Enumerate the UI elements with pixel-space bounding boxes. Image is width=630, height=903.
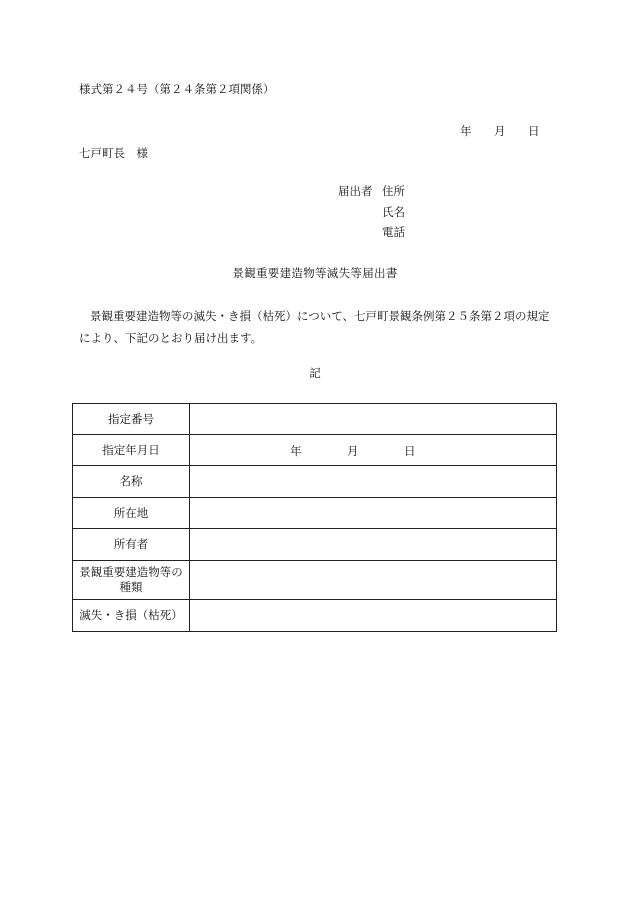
table-row bbox=[73, 561, 557, 600]
applicant-phone-label: 電話 bbox=[382, 225, 405, 239]
row-label-type bbox=[73, 561, 190, 600]
location-field[interactable] bbox=[190, 498, 557, 529]
table-row bbox=[73, 435, 557, 466]
row-label-loss-damage: 滅失・き損（枯死） bbox=[73, 600, 190, 632]
designation-month-label: 月 bbox=[347, 444, 359, 458]
table-row bbox=[73, 498, 557, 529]
table-row bbox=[73, 466, 557, 498]
owner-field[interactable] bbox=[190, 529, 557, 561]
detail-table bbox=[72, 403, 557, 632]
designation-day-label: 日 bbox=[404, 444, 416, 458]
applicant-name-label: 氏名 bbox=[382, 205, 405, 219]
table-row bbox=[73, 600, 557, 632]
row-label-owner: 所有者 bbox=[73, 529, 190, 561]
loss-damage-field[interactable] bbox=[190, 600, 557, 632]
designation-date-field[interactable] bbox=[190, 435, 557, 466]
applicant-address-label: 住所 bbox=[382, 184, 405, 198]
body-text: 景観重要建造物等の滅失・き損（枯死）について、七戸町景観条例第２５条第２項の規定により、下記のとおり届け出ます。 bbox=[79, 309, 550, 345]
table-row bbox=[73, 404, 557, 435]
row-label-designation-date: 指定年月日 bbox=[73, 435, 190, 466]
form-number: 様式第２４号（第２４条第２項関係） bbox=[79, 82, 275, 96]
date-month-label: 月 bbox=[494, 124, 506, 138]
row-label-name: 名称 bbox=[73, 466, 190, 498]
row-label-designation-number: 指定番号 bbox=[73, 404, 190, 435]
type-field[interactable] bbox=[190, 561, 557, 600]
date-year-label: 年 bbox=[460, 124, 472, 138]
row-label-type-line2: 種類 bbox=[119, 580, 143, 594]
designation-year-label: 年 bbox=[290, 444, 302, 458]
row-label-type-line1: 景観重要建造物等の bbox=[79, 565, 183, 579]
table-row bbox=[73, 529, 557, 561]
row-label-location: 所在地 bbox=[73, 498, 190, 529]
applicant-role: 届出者 bbox=[338, 184, 373, 198]
ki-heading: 記 bbox=[309, 366, 321, 380]
date-day-label: 日 bbox=[528, 124, 540, 138]
name-field[interactable] bbox=[190, 466, 557, 498]
document-title: 景観重要建造物等滅失等届出書 bbox=[232, 266, 398, 280]
addressee: 七戸町長 様 bbox=[79, 146, 148, 160]
designation-number-field[interactable] bbox=[190, 404, 557, 435]
